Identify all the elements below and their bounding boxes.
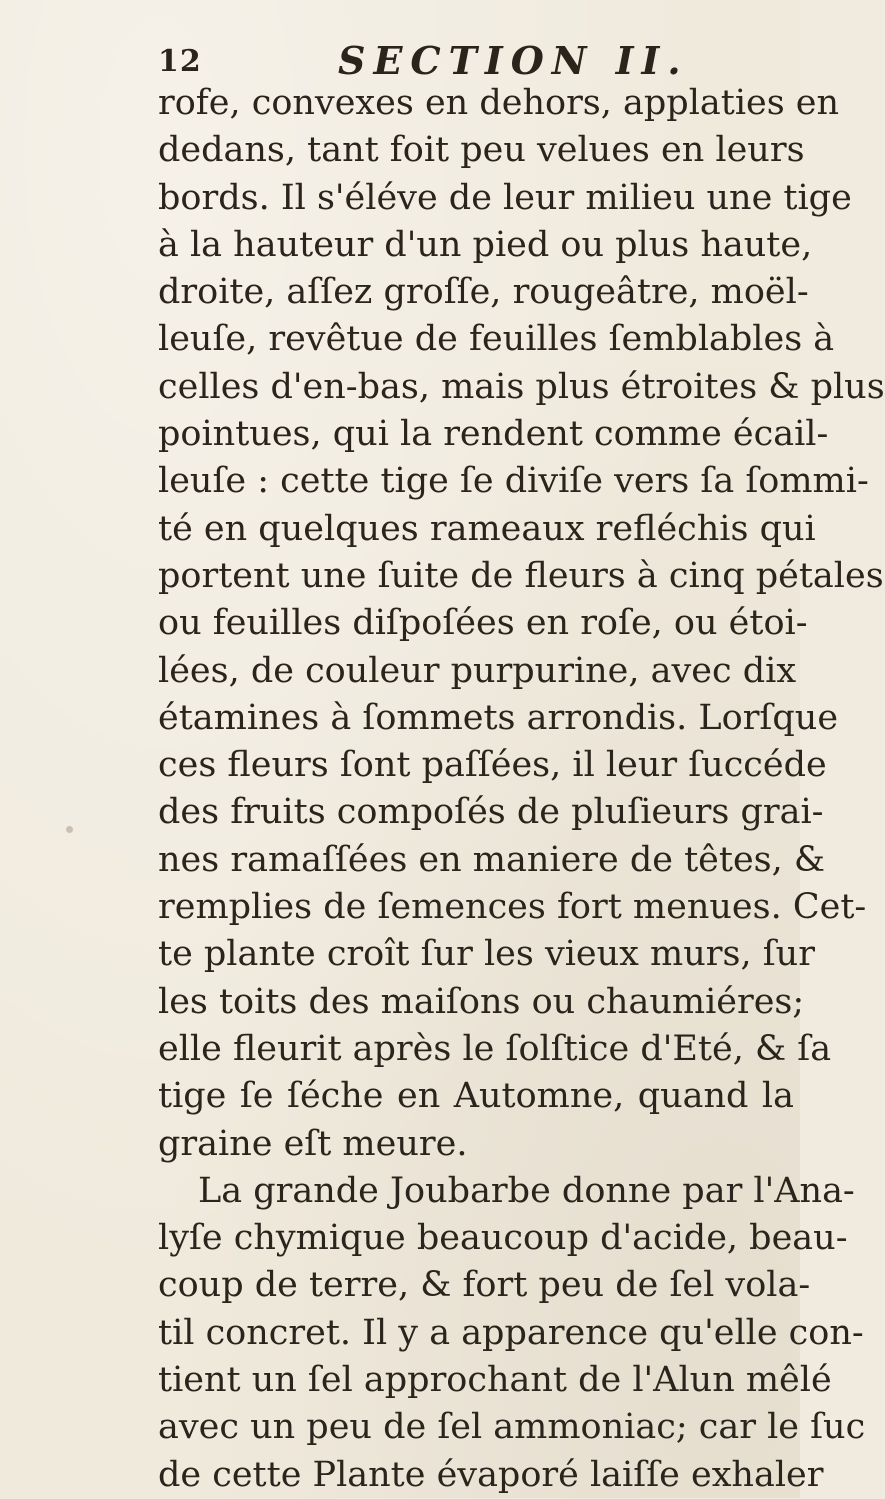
text-line: des fruits compoſés de pluſieurs grai-: [158, 792, 824, 833]
text-line: til concret. Il y a apparence qu'elle con-: [158, 1312, 864, 1353]
text-line: té en quelques rameaux refléchis qui: [158, 508, 816, 549]
running-head: SECTION II.: [338, 38, 689, 83]
text-line: de cette Plante évaporé laiſſe exhaler: [158, 1454, 824, 1495]
page-number: 12: [158, 44, 202, 79]
text-line: tige ſe ſéche en Automne, quand la: [158, 1076, 794, 1117]
text-line: les toits des maiſons ou chaumiéres;: [158, 981, 805, 1022]
text-line: tient un ſel approchant de l'Alun mêlé: [158, 1360, 832, 1401]
text-line: leuſe : cette tige ſe diviſe vers ſa ſommi-: [158, 461, 869, 502]
text-line: droite, aſſez groſſe, rougeâtre, moël-: [158, 272, 809, 313]
text-line: te plante croît ſur les vieux murs, ſur: [158, 934, 815, 975]
text-line: à la hauteur d'un pied ou plus haute,: [158, 224, 813, 265]
text-line: celles d'en-bas, mais plus étroites & plus: [158, 366, 885, 407]
text-line: ces fleurs ſont paſſées, il leur ſuccéde: [158, 745, 827, 786]
paragraph-end-line: graine eſt meure.: [158, 1123, 468, 1164]
text-line: dedans, tant foit peu velues en leurs: [158, 130, 805, 171]
text-line: pointues, qui la rendent comme écail-: [158, 414, 829, 455]
text-line: portent une ſuite de fleurs à cinq pétales: [158, 555, 884, 596]
text-line: remplies de ſemences fort menues. Cet-: [158, 887, 867, 928]
text-line: avec un peu de ſel ammoniac; car le ſuc: [158, 1407, 866, 1448]
text-line: nes ramaſſées en maniere de têtes, &: [158, 839, 826, 880]
text-line: rofe, convexes en dehors, applaties en: [158, 83, 840, 123]
ink-spot: [66, 826, 73, 833]
text-line: leuſe, revêtue de feuilles ſemblables à: [158, 319, 835, 360]
text-line: elle fleurit après le ſolſtice d'Eté, & ſa: [158, 1028, 832, 1069]
paragraph-start-line: La grande Joubarbe donne par l'Ana-: [198, 1170, 855, 1211]
text-line: lées, de couleur purpurine, avec dix: [158, 650, 797, 691]
text-line: coup de terre, & fort peu de ſel vola-: [158, 1265, 811, 1306]
text-line: étamines à ſommets arrondis. Lorſque: [158, 697, 839, 738]
body-text: [158, 80, 885, 1499]
text-line: ou feuilles diſpoſées en roſe, ou étoi-: [158, 603, 808, 644]
text-line: lyſe chymique beaucoup d'acide, beau-: [158, 1218, 848, 1259]
text-line: bords. Il s'éléve de leur milieu une tige: [158, 177, 852, 218]
